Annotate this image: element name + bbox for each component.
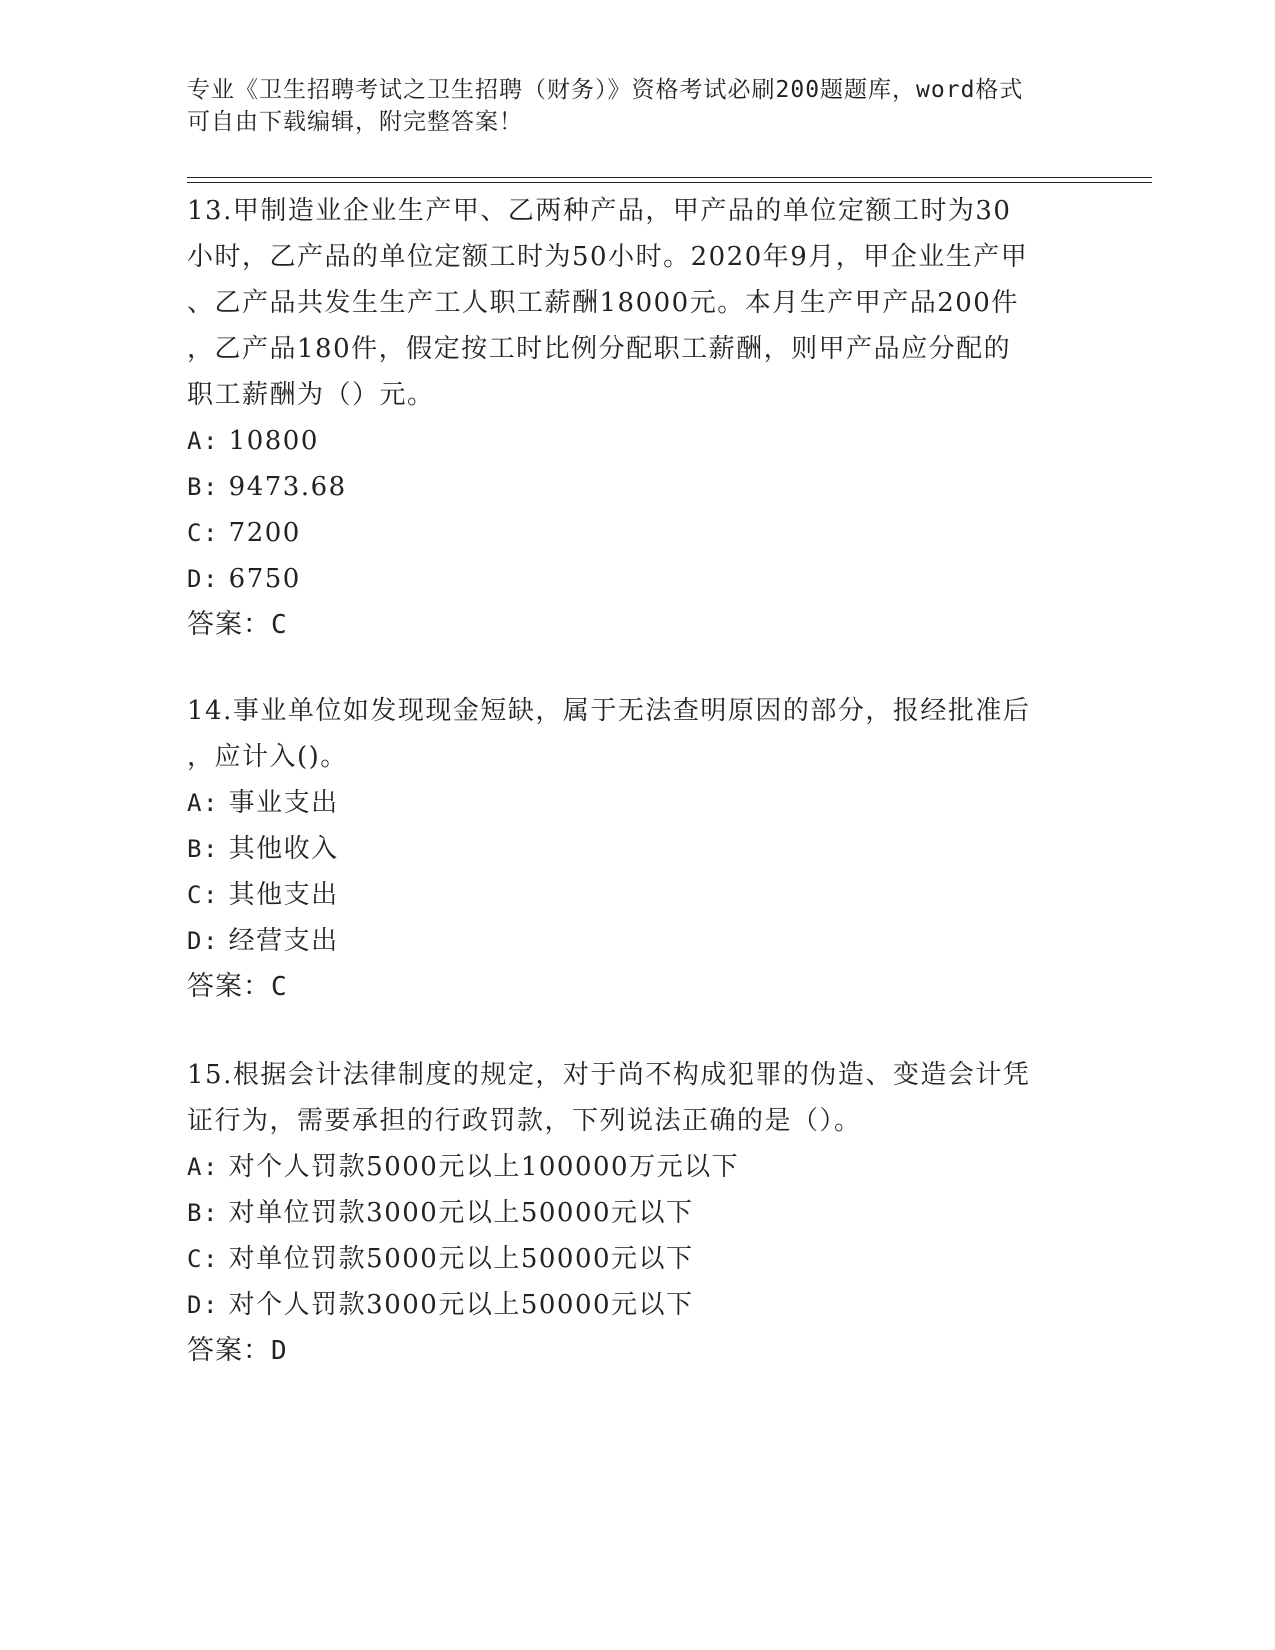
option-text: 9473.68 xyxy=(228,472,347,502)
option-letter: A: xyxy=(187,1153,219,1181)
header-line-1: 专业《卫生招聘考试之卫生招聘（财务）》资格考试必刷200题题库，word格式 xyxy=(187,77,1024,103)
answer-label: 答案： xyxy=(187,971,271,1002)
question-text-line: ，乙产品180件，假定按工时比例分配职工薪酬，则甲产品应分配的 xyxy=(187,334,1012,364)
answer-value: C xyxy=(271,972,288,1002)
option-letter: B: xyxy=(187,473,219,501)
answer-line xyxy=(187,1328,1087,1374)
option-text: 对个人罚款5000元以上100000万元以下 xyxy=(228,1152,740,1182)
option-b xyxy=(187,826,1087,872)
document-header xyxy=(187,74,1067,138)
option-c xyxy=(187,1236,1087,1282)
question-text-line: 小时，乙产品的单位定额工时为50小时。2020年9月，甲企业生产甲 xyxy=(187,242,1029,272)
option-b xyxy=(187,1190,1087,1236)
option-text: 6750 xyxy=(228,564,301,594)
question-text-line: 、乙产品共发生生产工人职工薪酬18000元。本月生产甲产品200件 xyxy=(187,288,1019,318)
question-text-line: 13.甲制造业企业生产甲、乙两种产品，甲产品的单位定额工时为30 xyxy=(187,196,1012,226)
question-text-line: 证行为，需要承担的行政罚款，下列说法正确的是（）。 xyxy=(187,1106,862,1136)
answer-value: D xyxy=(271,1336,288,1366)
option-letter: C: xyxy=(187,519,219,547)
option-d xyxy=(187,556,1087,602)
question-text-line: 15.根据会计法律制度的规定，对于尚不构成犯罪的伪造、变造会计凭 xyxy=(187,1060,1031,1090)
question-text-line: ，应计入()。 xyxy=(187,742,348,772)
option-letter: B: xyxy=(187,835,219,863)
option-letter: D: xyxy=(187,1291,219,1319)
answer-label: 答案： xyxy=(187,609,271,640)
answer-label: 答案： xyxy=(187,1335,271,1366)
option-a xyxy=(187,418,1087,464)
option-b xyxy=(187,464,1087,510)
option-text: 10800 xyxy=(228,426,319,456)
option-d xyxy=(187,1282,1087,1328)
question-text-line: 职工薪酬为（）元。 xyxy=(187,380,435,410)
question-14 xyxy=(187,688,1087,1010)
option-a xyxy=(187,1144,1087,1190)
option-text: 对单位罚款3000元以上50000元以下 xyxy=(228,1198,694,1228)
option-letter: A: xyxy=(187,427,219,455)
option-letter: D: xyxy=(187,927,219,955)
question-15 xyxy=(187,1052,1087,1374)
answer-line xyxy=(187,964,1087,1010)
question-text-line: 14.事业单位如发现现金短缺，属于无法查明原因的部分，报经批准后 xyxy=(187,696,1031,726)
option-letter: D: xyxy=(187,565,219,593)
option-text: 7200 xyxy=(228,518,301,548)
option-a xyxy=(187,780,1087,826)
question-13 xyxy=(187,188,1087,648)
option-letter: C: xyxy=(187,1245,219,1273)
header-line-2: 可自由下载编辑，附完整答案！ xyxy=(187,109,523,135)
header-divider-bottom xyxy=(187,182,1152,183)
option-text: 对个人罚款3000元以上50000元以下 xyxy=(228,1290,694,1320)
option-letter: B: xyxy=(187,1199,219,1227)
header-divider-top xyxy=(187,177,1152,178)
option-text: 其他收入 xyxy=(228,834,339,864)
option-text: 事业支出 xyxy=(228,788,339,818)
option-text: 经营支出 xyxy=(228,926,339,956)
option-d xyxy=(187,918,1087,964)
option-text: 其他支出 xyxy=(228,880,339,910)
answer-value: C xyxy=(271,610,288,640)
answer-line xyxy=(187,602,1087,648)
option-c xyxy=(187,510,1087,556)
option-letter: C: xyxy=(187,881,219,909)
option-c xyxy=(187,872,1087,918)
option-text: 对单位罚款5000元以上50000元以下 xyxy=(228,1244,694,1274)
option-letter: A: xyxy=(187,789,219,817)
